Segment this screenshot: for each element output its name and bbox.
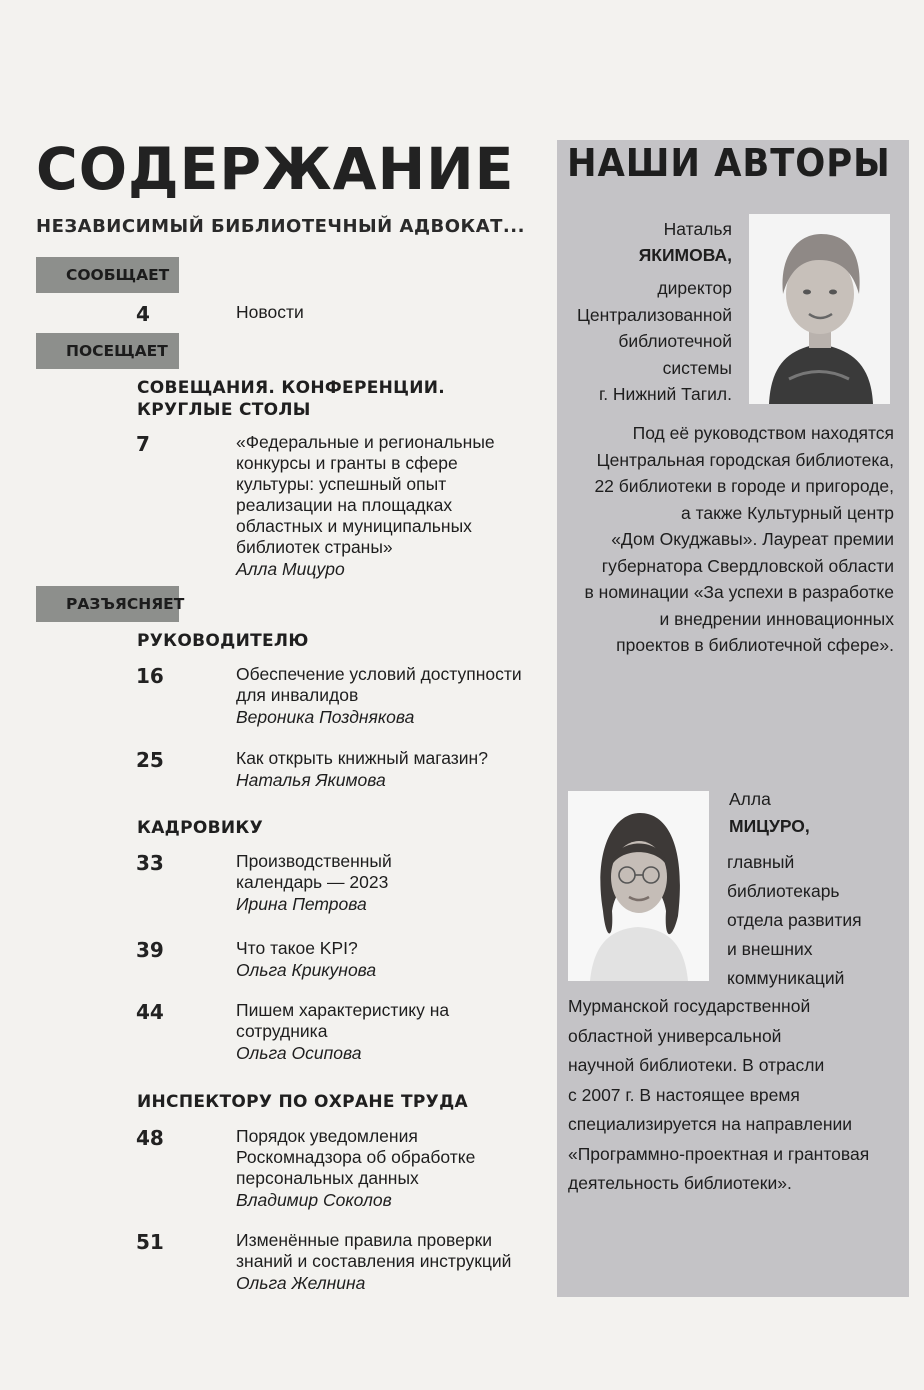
bio-line: и внедрении инновационных	[659, 608, 894, 629]
article-title: Производственный календарь — 2023	[236, 851, 392, 892]
bio-line: Центральная городская библиотека,	[596, 449, 894, 470]
article-author: Ольга Желнина	[236, 1273, 366, 1293]
page-number: 25	[136, 748, 164, 772]
article-title: «Федеральные и региональные конкурсы и гранты в сфере культуры: успешный опыт реализации на площадках областных и муниципальных библиотек страны»	[236, 432, 495, 557]
author-photo-mitsuro	[568, 791, 709, 981]
bio-line: областной универсальной	[568, 1025, 782, 1046]
subhead-conferences: СОВЕЩАНИЯ. КОНФЕРЕНЦИИ. КРУГЛЫЕ СТОЛЫ	[137, 378, 446, 420]
authors-title: НАШИ АВТОРЫ	[567, 141, 891, 185]
bio-line: Мурманской государственной	[568, 996, 811, 1016]
bio-line: деятельность библиотеки».	[568, 1173, 792, 1193]
portrait-icon	[749, 214, 890, 404]
bio-line: «Дом Окуджавы». Лауреат премии	[611, 529, 894, 549]
author2-position	[727, 848, 905, 993]
bio-line: с 2007 г. В настоящее время	[568, 1084, 800, 1105]
page-number: 4	[136, 302, 150, 326]
position-line: главный	[727, 852, 795, 872]
article-author: Владимир Соколов	[236, 1190, 392, 1210]
position-line: коммуникаций	[727, 968, 845, 988]
bio-line: в номинации «За успехи в разработке	[584, 582, 894, 602]
author-photo-yakimova	[749, 214, 890, 404]
subhead-inspektoru: ИНСПЕКТОРУ ПО ОХРАНЕ ТРУДА	[137, 1092, 468, 1112]
bio-line: а также Культурный центр	[681, 502, 894, 523]
subhead-kadroviku: КАДРОВИКУ	[137, 818, 263, 838]
author2-last-name: МИЦУРО,	[729, 816, 810, 836]
bio-line: губернатора Свердловской области	[601, 555, 894, 576]
article-author: Ольга Осипова	[236, 1043, 362, 1063]
portrait-icon	[568, 791, 709, 981]
author2-first-name: Алла	[729, 789, 771, 809]
bio-line: Под её руководством находятся	[632, 423, 894, 443]
article-title: Изменённые правила проверки знаний и составления инструкций	[236, 1230, 512, 1271]
section-tab-razyasnyaet[interactable]: РАЗЪЯСНЯЕТ	[36, 586, 179, 622]
bio-line: специализируется на направлении	[568, 1114, 853, 1134]
section-tab-soobshchaet[interactable]: СООБЩАЕТ	[36, 257, 179, 293]
article-title: Новости	[236, 302, 304, 322]
position-line: и внешних	[727, 939, 813, 959]
page-title: СОДЕРЖАНИЕ	[36, 135, 515, 203]
article-author: Ирина Петрова	[236, 894, 367, 914]
position-line: директор	[657, 278, 732, 298]
bio-line: научной библиотеки. В отрасли	[568, 1055, 825, 1075]
author1-bio	[562, 420, 894, 659]
page-number: 7	[136, 432, 150, 456]
article-title: Что такое KPI?	[236, 938, 358, 958]
author1-position	[560, 275, 732, 408]
bio-line: проектов в библиотечной сфере».	[616, 635, 894, 655]
position-line: отдела развития	[727, 910, 862, 930]
section-tab-poseshchaet[interactable]: ПОСЕЩАЕТ	[36, 333, 179, 369]
page-number: 44	[136, 1000, 164, 1024]
position-line: библиотекарь	[727, 881, 840, 901]
magazine-subtitle: НЕЗАВИСИМЫЙ БИБЛИОТЕЧНЫЙ АДВОКАТ...	[36, 216, 525, 237]
position-line: Централизованной	[576, 304, 732, 325]
page-number: 51	[136, 1230, 164, 1254]
author2-bio	[568, 992, 903, 1199]
article-title: Пишем характеристику на сотрудника	[236, 1000, 450, 1041]
article-author: Наталья Якимова	[236, 770, 386, 790]
bio-line: 22 библиотеки в городе и пригороде,	[594, 476, 894, 496]
position-line: библиотечной	[618, 331, 732, 351]
author1-first-name: Наталья	[663, 219, 732, 239]
article-author: Ольга Крикунова	[236, 960, 377, 980]
position-line: г. Нижний Тагил.	[598, 384, 732, 404]
page-number: 16	[136, 664, 164, 688]
article-author: Алла Мицуро	[236, 559, 345, 579]
bio-line: «Программно-проектная и грантовая	[568, 1143, 870, 1164]
article-title: Обеспечение условий доступности для инвалидов	[236, 664, 522, 705]
page-number: 48	[136, 1126, 164, 1150]
article-author: Вероника Позднякова	[236, 707, 415, 727]
article-title: Как открыть книжный магазин?	[236, 748, 488, 768]
position-line: системы	[662, 357, 732, 378]
article-title: Порядок уведомления Роскомнадзора об обработке персональных данных	[236, 1126, 476, 1188]
subhead-rukovoditelyu: РУКОВОДИТЕЛЮ	[137, 631, 309, 651]
page-number: 33	[136, 851, 164, 875]
page-number: 39	[136, 938, 164, 962]
author1-last-name: ЯКИМОВА,	[638, 245, 732, 265]
